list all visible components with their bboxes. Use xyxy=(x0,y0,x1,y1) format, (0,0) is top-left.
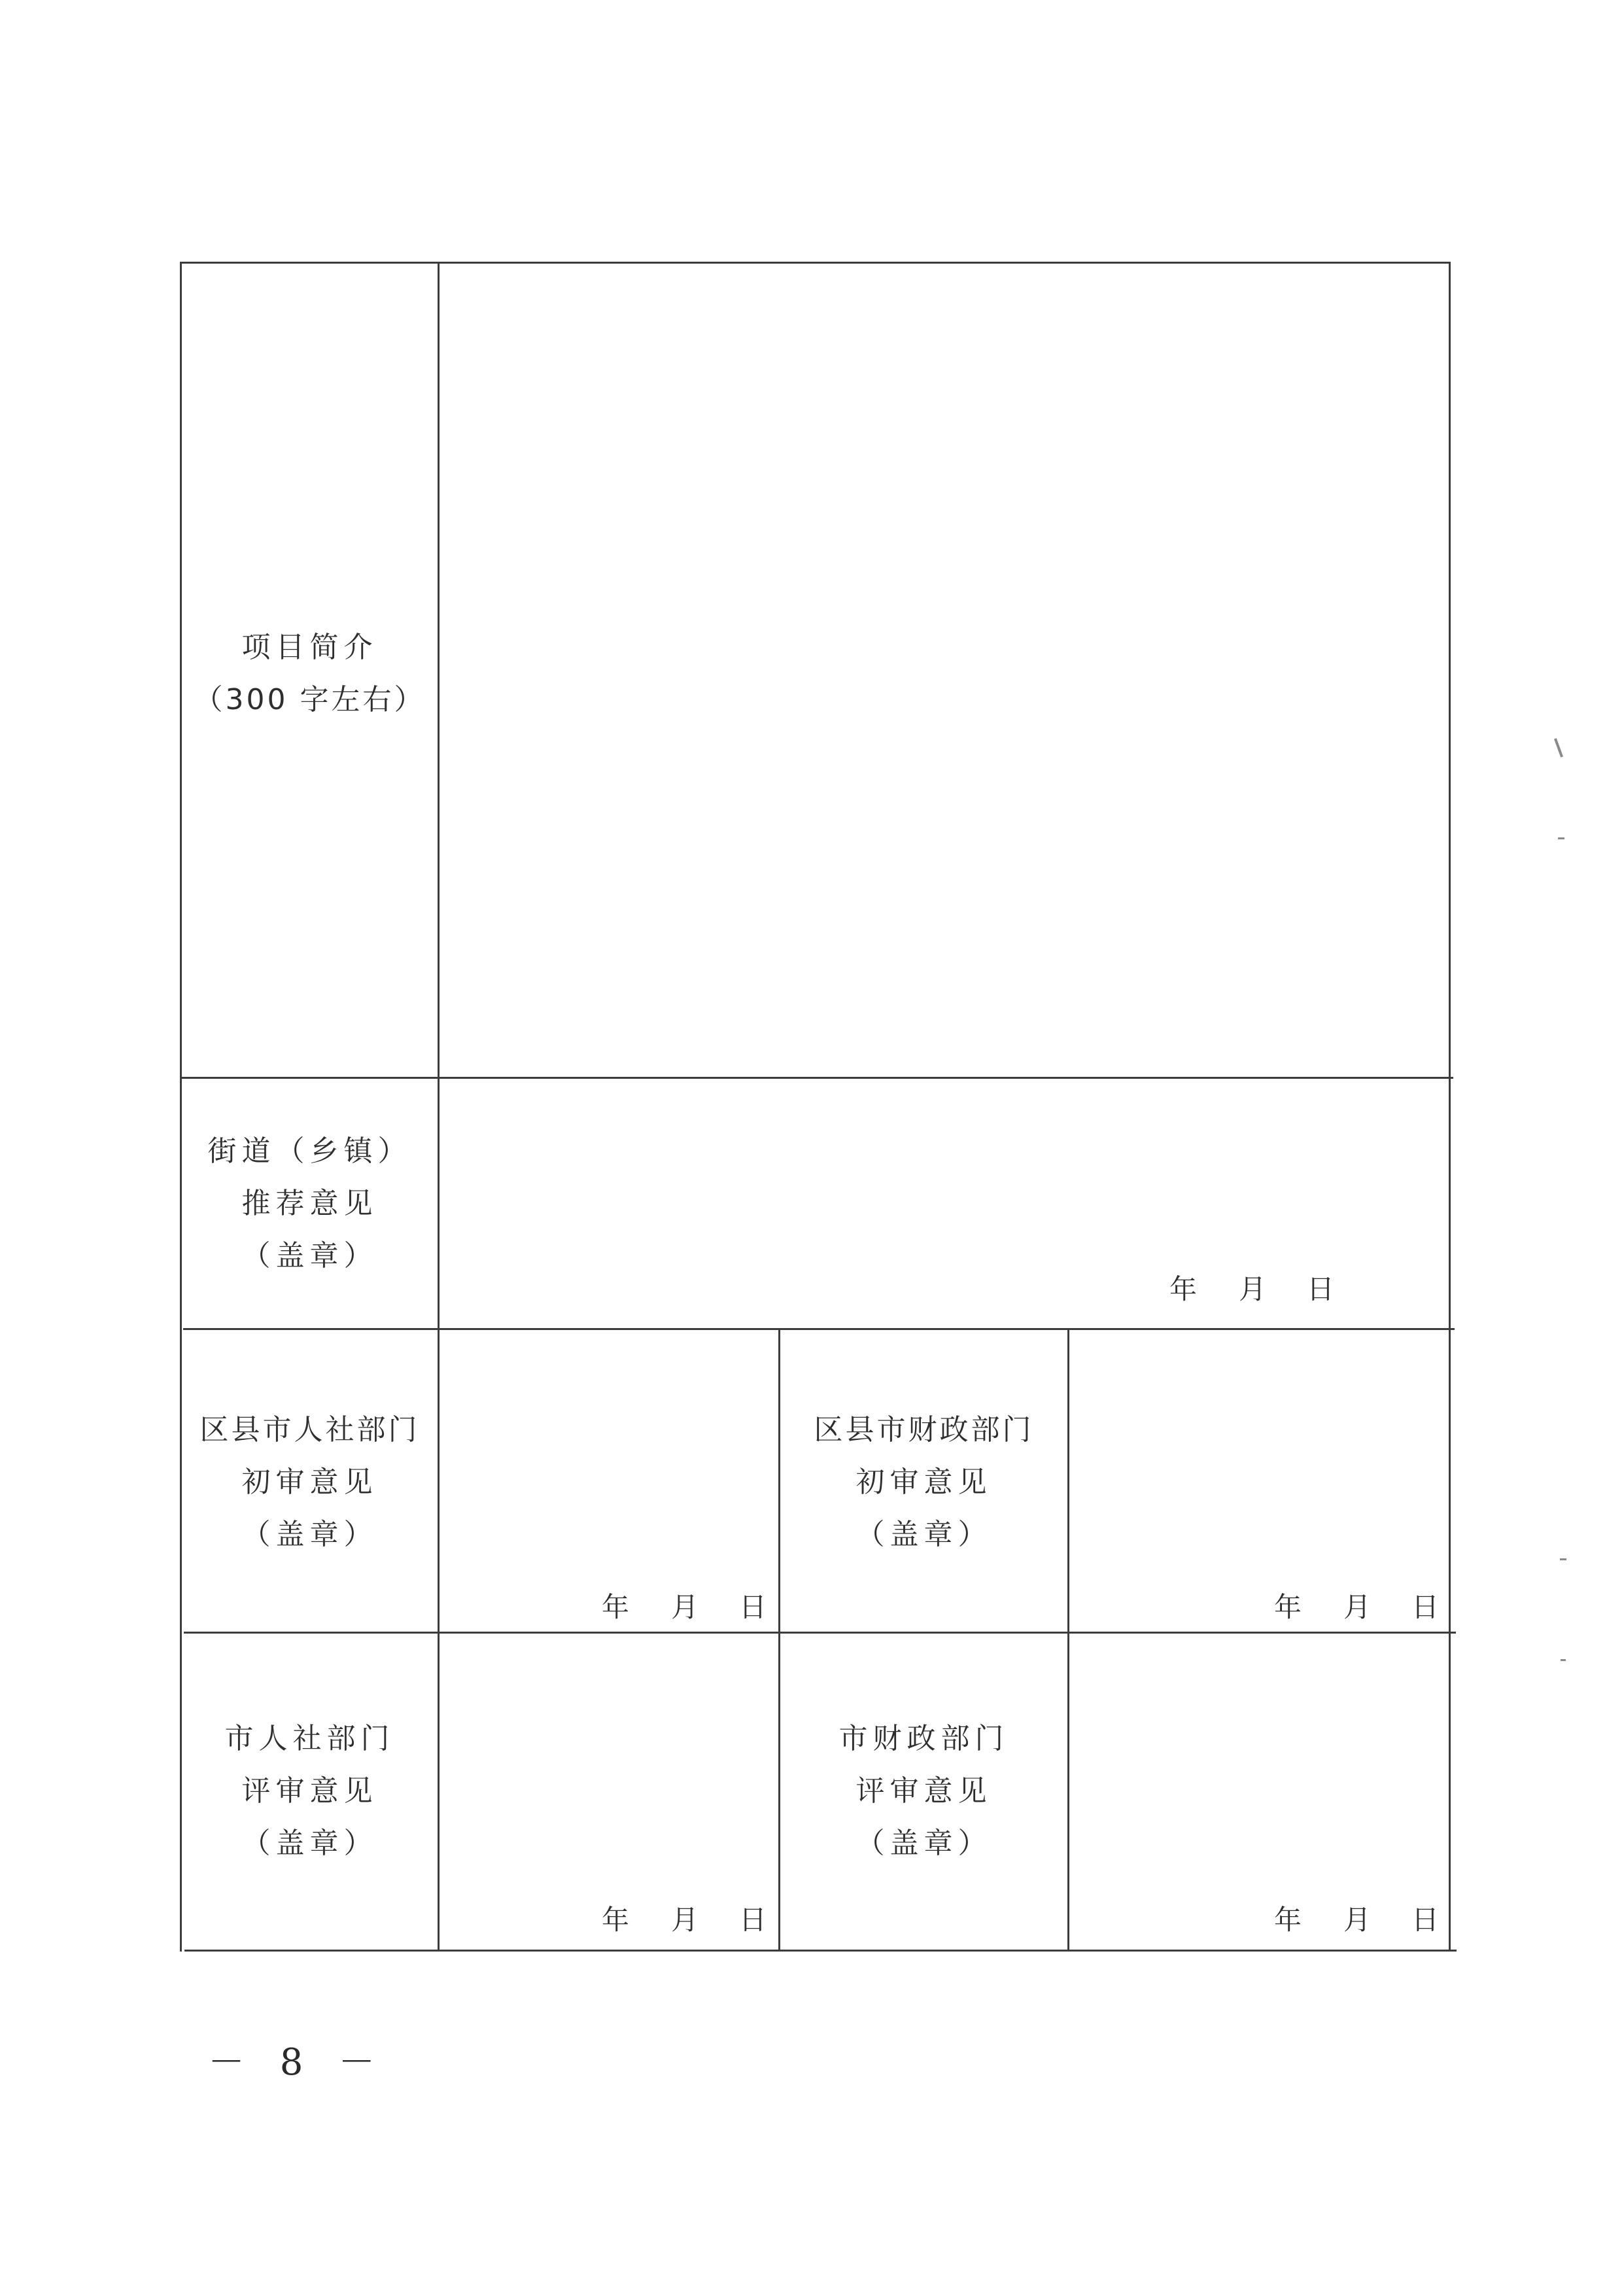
page-number: － 8 － xyxy=(208,2041,387,2084)
date-day: 日 xyxy=(739,1591,767,1623)
project-intro-title: 项目简介 xyxy=(241,631,378,664)
district-finance-review-label xyxy=(780,1404,1067,1561)
city-finance-review-seal-note: （盖章） xyxy=(855,1827,992,1860)
date-year: 年 xyxy=(1169,1273,1198,1305)
district-hr-review-title: 区县市人社部门 xyxy=(199,1413,420,1446)
table-left-border xyxy=(180,262,182,1952)
city-finance-review-subtitle: 评审意见 xyxy=(855,1774,992,1808)
table-bottom-border xyxy=(184,1950,1457,1952)
city-hr-review-date xyxy=(602,1899,767,1938)
district-hr-review-subtitle: 初审意见 xyxy=(241,1465,378,1499)
scan-artifact xyxy=(1560,1558,1566,1560)
date-year: 年 xyxy=(1274,1904,1302,1936)
table-right-border xyxy=(1449,262,1451,1952)
project-intro-label xyxy=(182,622,438,726)
district-hr-review-label xyxy=(182,1404,438,1561)
scan-artifact xyxy=(1561,1659,1566,1661)
district-finance-review-date xyxy=(1274,1586,1439,1625)
scan-artifact xyxy=(1558,837,1564,839)
date-year: 年 xyxy=(1274,1591,1302,1623)
street-opinion-title: 街道（乡镇） xyxy=(207,1134,412,1168)
district-hr-review-date xyxy=(602,1586,767,1625)
district-hr-review-seal-note: （盖章） xyxy=(241,1518,378,1551)
district-finance-review-title: 区县市财政部门 xyxy=(814,1413,1034,1446)
date-year: 年 xyxy=(602,1591,630,1623)
date-month: 月 xyxy=(1343,1591,1372,1623)
project-intro-word-count-hint: （300 字左右） xyxy=(194,683,426,716)
project-intro-input-area[interactable] xyxy=(440,264,1449,1077)
street-opinion-subtitle: 推荐意见 xyxy=(241,1187,378,1220)
street-opinion-label xyxy=(182,1125,438,1282)
date-day: 日 xyxy=(1307,1273,1335,1305)
city-finance-review-date xyxy=(1274,1899,1439,1938)
city-hr-review-title: 市人社部门 xyxy=(224,1722,395,1755)
city-finance-review-label xyxy=(780,1713,1067,1870)
date-month: 月 xyxy=(671,1591,699,1623)
city-hr-review-subtitle: 评审意见 xyxy=(241,1774,378,1808)
street-opinion-date xyxy=(1169,1268,1334,1307)
city-hr-review-seal-note: （盖章） xyxy=(241,1827,378,1860)
date-day: 日 xyxy=(1411,1904,1440,1936)
district-finance-review-seal-note: （盖章） xyxy=(855,1518,992,1551)
date-month: 月 xyxy=(1343,1904,1372,1936)
city-hr-review-label xyxy=(182,1713,438,1870)
district-finance-review-subtitle: 初审意见 xyxy=(855,1465,992,1499)
city-finance-review-title: 市财政部门 xyxy=(838,1722,1009,1755)
date-month: 月 xyxy=(671,1904,699,1936)
date-month: 月 xyxy=(1239,1273,1267,1305)
date-day: 日 xyxy=(1411,1591,1440,1623)
date-year: 年 xyxy=(602,1904,630,1936)
date-day: 日 xyxy=(739,1904,767,1936)
scan-artifact xyxy=(1554,738,1563,758)
street-opinion-seal-note: （盖章） xyxy=(241,1239,378,1272)
